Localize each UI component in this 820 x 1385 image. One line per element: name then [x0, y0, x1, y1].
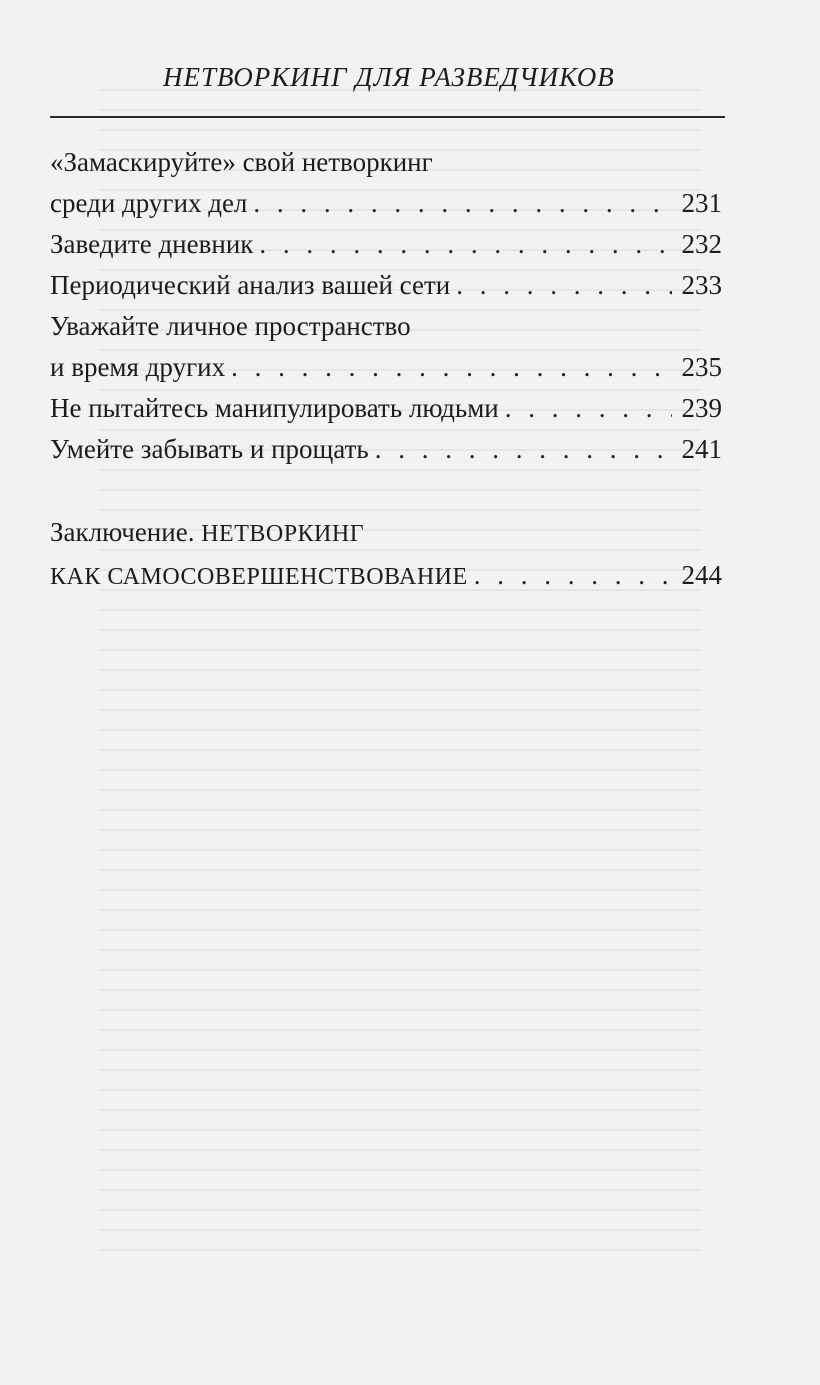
leader-dots — [259, 224, 671, 265]
toc-entry-conclusion — [50, 512, 722, 598]
toc-entry — [50, 142, 722, 224]
leader-dots — [231, 347, 671, 388]
leader-dots — [375, 429, 672, 470]
conclusion-prefix: Заключение. — [50, 517, 195, 547]
toc-page-number: 241 — [681, 434, 722, 464]
toc-entry — [50, 306, 722, 388]
toc-entry-title: Уважайте личное пространство — [50, 311, 411, 341]
toc-entry-title: Умейте забывать и прощать — [50, 434, 369, 464]
toc-entry-title: Не пытайтесь манипулировать людьми — [50, 393, 499, 423]
leader-dots — [474, 555, 672, 596]
leader-dots — [456, 265, 671, 306]
toc-entry — [50, 224, 722, 265]
leader-dots — [505, 388, 672, 429]
toc-page-number: 232 — [681, 229, 722, 259]
conclusion-title-cont: КАК САМОСОВЕРШЕНСТВОВАНИЕ — [50, 564, 468, 590]
leader-dots — [253, 183, 671, 224]
header-rule — [50, 116, 725, 118]
toc-entry — [50, 265, 722, 306]
toc-entry-title: «Замаскируйте» свой нетворкинг — [50, 147, 433, 177]
toc-page-number: 244 — [681, 560, 722, 590]
toc-page-number: 231 — [681, 188, 722, 218]
toc-page-number: 239 — [681, 393, 722, 423]
toc-page-number: 233 — [681, 270, 722, 300]
table-of-contents — [50, 142, 722, 598]
conclusion-title: НЕТВОРКИНГ — [201, 521, 365, 547]
toc-entry-title: Периодический анализ вашей сети — [50, 270, 451, 300]
toc-page-number: 235 — [681, 352, 722, 382]
toc-entry-title-cont: среди других дел — [50, 188, 248, 218]
toc-entry — [50, 388, 722, 429]
running-head: НЕТВОРКИНГ ДЛЯ РАЗВЕДЧИКОВ — [163, 62, 615, 92]
toc-entry — [50, 429, 722, 470]
toc-entry-title-cont: и время других — [50, 352, 226, 382]
toc-entry-title: Заведите дневник — [50, 229, 254, 259]
